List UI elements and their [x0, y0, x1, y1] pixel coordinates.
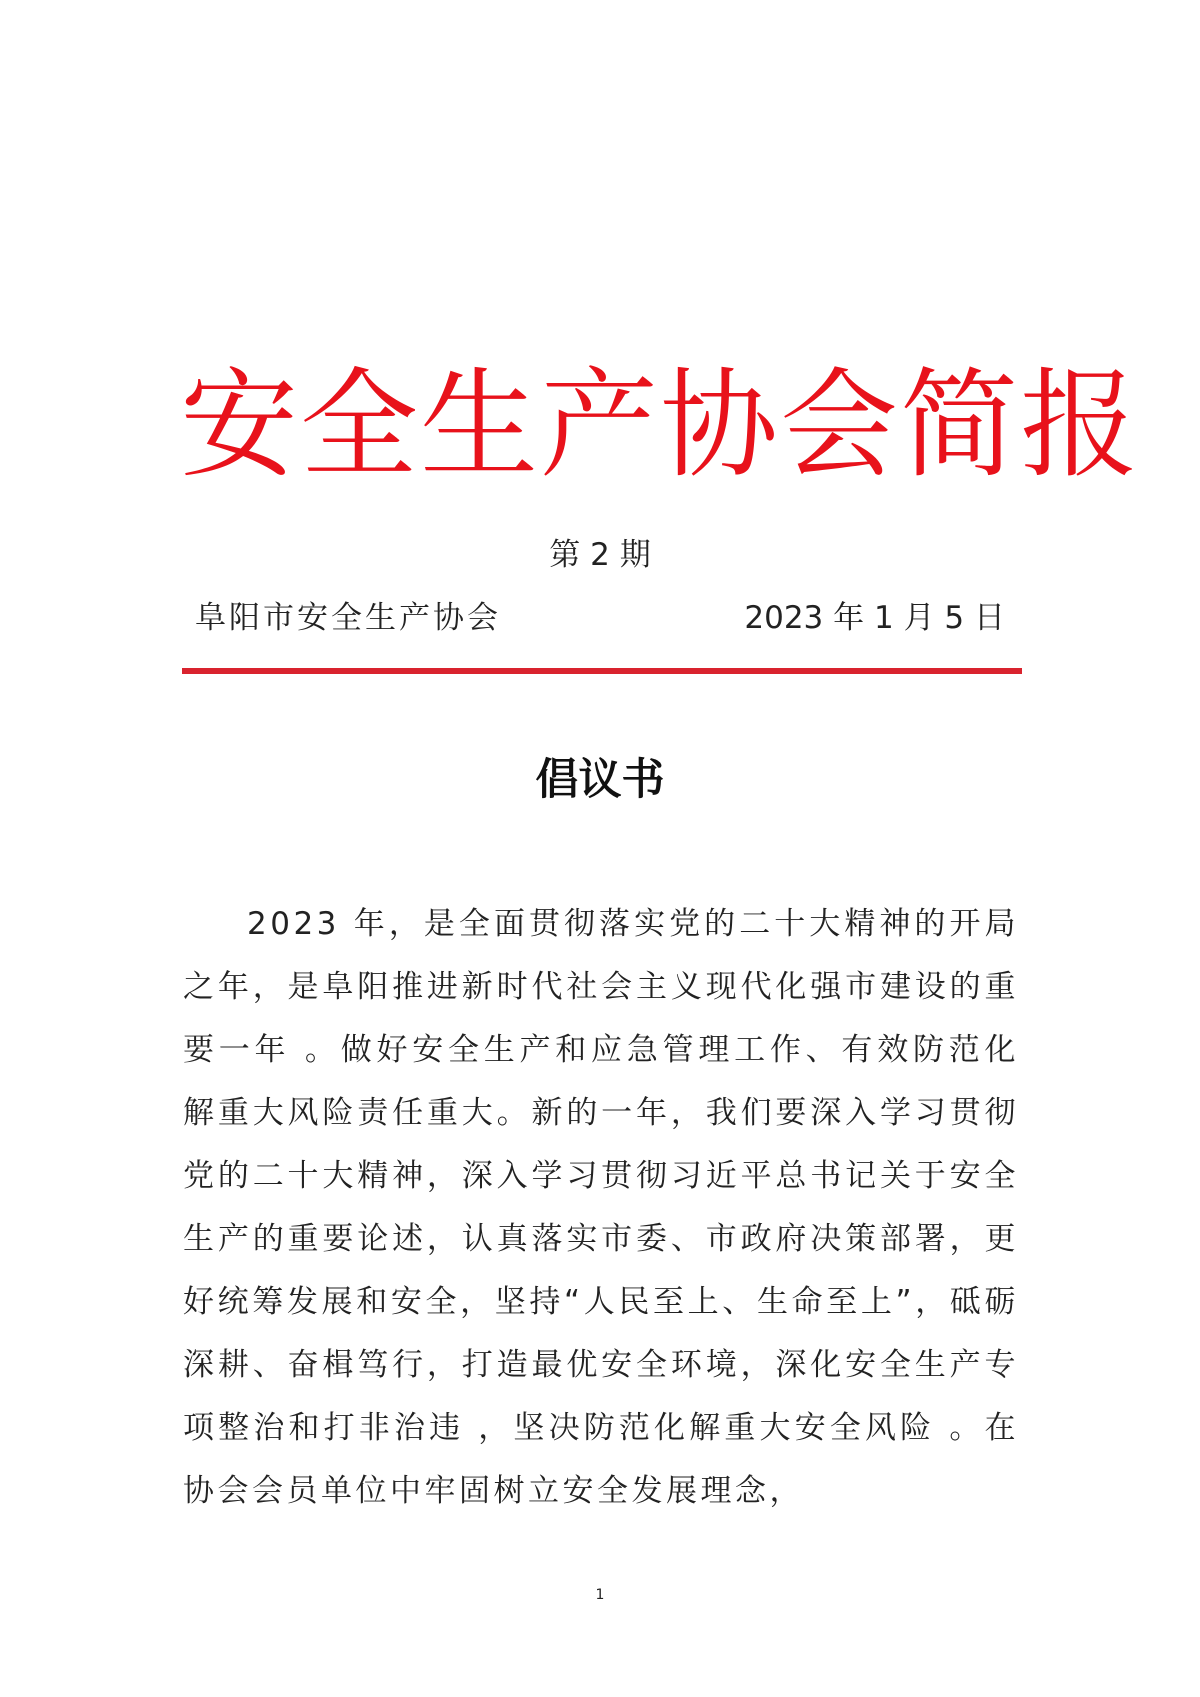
issue-number: 第 2 期 [549, 537, 651, 573]
masthead-title: 安全生产协会简报 [180, 356, 1141, 494]
publisher-name: 阜阳市安全生产协会 [195, 600, 501, 636]
publish-date: 2023 年 1 月 5 日 [744, 600, 1005, 636]
masthead-divider [182, 668, 1022, 674]
document-title: 倡议书 [535, 755, 665, 805]
body-paragraph: 2023 年，是全面贯彻落实党的二十大精神的开局之年，是阜阳推进新时代社会主义现代化强市建设的重要一年 。做好安全生产和应急管理工作、有效防范化解重大风险责任重大。新的一年，我们要深入学习贯彻党的二十大精神，深入学习贯彻习近平总书记关于安全生产的重要论述，认真落实市委、市政府决策部署，更好统筹发展和安全，坚持“人民至上、生命至上”，砥砺深耕、奋楫笃行，打造最优安全环境，深化安全生产专项整治和打非治违 ，坚决防范化解重大安全风险 。在协会会员单位中牢固树立安全发展理念， [183, 906, 1019, 1509]
page-number: 1 [595, 1587, 605, 1603]
